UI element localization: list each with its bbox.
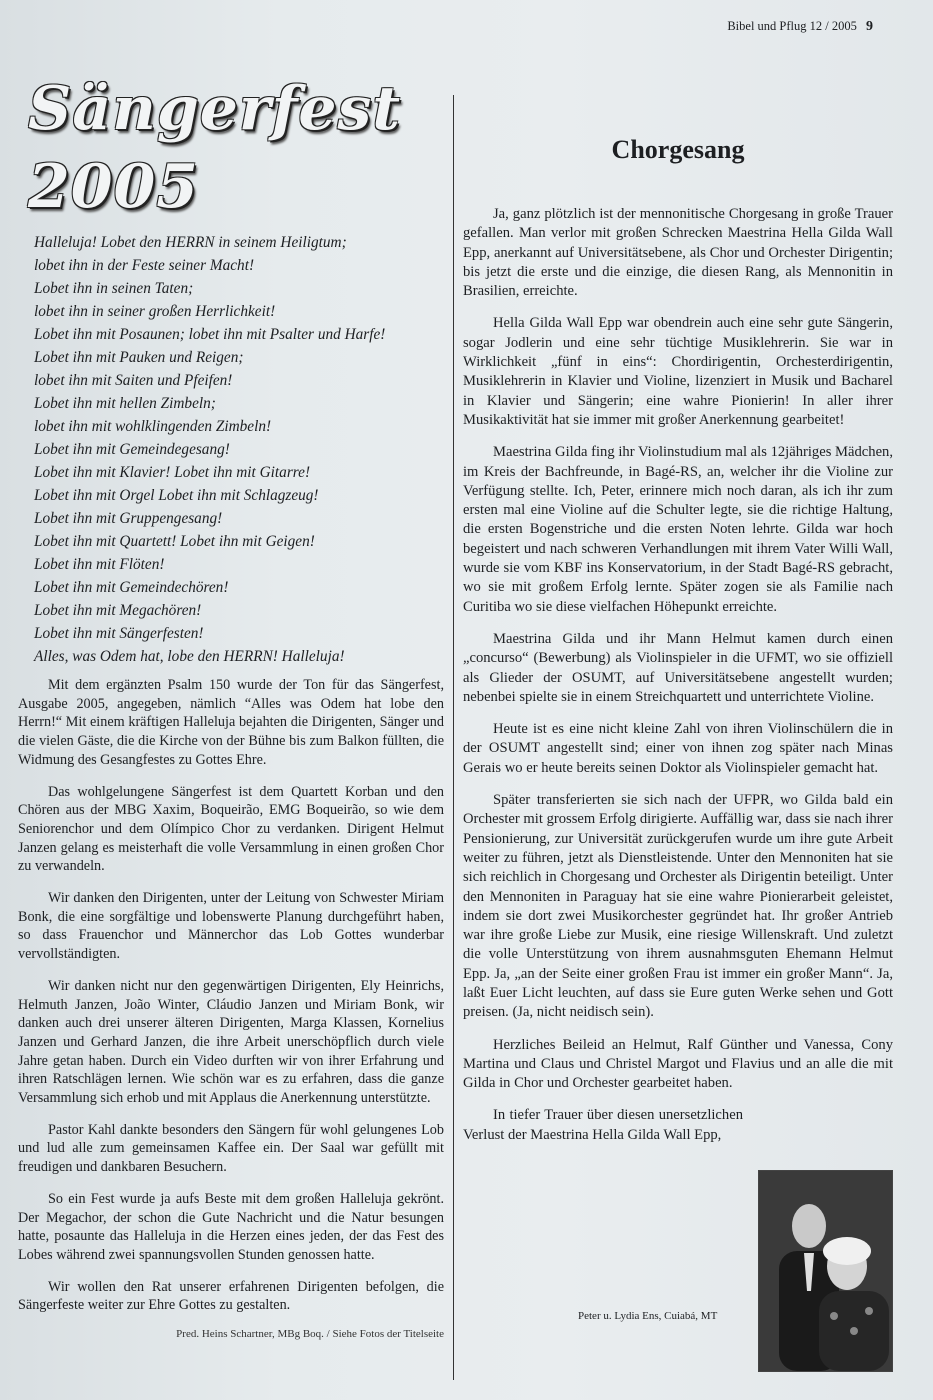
column-divider	[453, 95, 454, 1380]
psalm-line: Lobet ihn mit Quartett! Lobet ihn mit Geigen!	[34, 533, 315, 550]
psalm-line: Lobet ihn mit hellen Zimbeln;	[34, 395, 216, 412]
article-paragraph: So ein Fest wurde ja aufs Beste mit dem großen Halleluja gekrönt. Der Megachor, der schon die Gute Nachricht und die Natur besungen hatte, posaunte das Halleluja in die Herzen eines jeden, der das Fest des Lobes während zwei spannungsvollen Stunden genossen hatte.	[18, 1190, 444, 1263]
article-paragraph: Heute ist es eine nicht kleine Zahl von ihren Violinschülern die in der OSUMT angestellt sind; einer von ihnen zog später nach Minas Gerais wo er heute bereits seinen Doktor als Violinspieler gemacht hat.	[463, 721, 893, 776]
psalm-line: Lobet ihn mit Orgel Lobet ihn mit Schlagzeug!	[34, 487, 319, 504]
psalm-line: lobet ihn in der Feste seiner Macht!	[34, 257, 255, 274]
article-paragraph: Maestrina Gilda fing ihr Violinstudium mal als 12jähriges Mädchen, im Kreis der Bachfreunde, in Bagé-RS, an, welcher ihr die Violine zur Verfügung stellte. Ich, Peter, erinnere mich noch daran, als ich ihr zum ersten mal eine Violine auf die Schulter legte, sie die richtige Haltung, die ersten Bogenstriche und die ersten Noten lehrte. Gilda war hoch begeistert und nach schweren Verhandlungen mit ihrem Vater Willi Wall, wurde sie vom KBF ins Konservatorium, in der Stadt Bagé-RS gebracht, wo sie mit großem Erfolg lernte. Später zogen sie als Familie nach Curitiba wo sie diese vielfachen Höhepunkt erreichte.	[463, 444, 893, 615]
article-paragraph: Wir wollen den Rat unserer erfahrenen Dirigenten befolgen, die Sängerfeste weiter zur Ehre Gottes zu gestalten.	[18, 1278, 444, 1314]
article-paragraph: Später transferierten sie sich nach der UFPR, wo Gilda bald ein Orchester mit grossem Erfolg dirigierte. Auffällig war, dass sie nach ihrer Pensionierung, zur Universität zurückgerufen wurde um ihre gute Arbeit weiter zu führen, jetzt als Dienstleistende. Unter den Mennoniten hat sie sich reichlich in Chorgesang und Orchester als Dirigentin beteiligt. Unter den Mennoniten in Paraguay hat sie eine wahre Pionierarbeit geleistet, indem sie dort zwei Musikorchester gegründet hat. Ihr großer Antrieb war ihre große Liebe zur Musik, eine riesige Willenskraft. Und zuletzt die volle Unterstützung von ihrem ausnahmsguten Ehemann Helmut Epp. Ja, „an der Seite einer großen Frau ist immer ein großer Mann“. Ja, laßt Euer Licht leuchten, auf dass sie Eure guten Werke sehen und Gott preisen. (Ja, nicht neidisch sein).	[463, 792, 893, 1021]
article-title: Sängerfest 2005	[28, 74, 402, 222]
article-saengerfest	[18, 70, 444, 1340]
psalm-line: Lobet ihn mit Klavier! Lobet ihn mit Gitarre!	[34, 464, 311, 481]
psalm-line: Lobet ihn mit Flöten!	[34, 556, 165, 573]
psalm-line: lobet ihn in seiner großen Herrlichkeit!	[34, 303, 276, 320]
signature: Peter u. Lydia Ens, Cuiabá, MT	[578, 1310, 718, 1322]
psalm-line: Lobet ihn mit Gemeindechören!	[34, 579, 229, 596]
article-paragraph: Wir danken nicht nur den gegenwärtigen Dirigenten, Ely Heinrichs, Helmuth Janzen, João Winter, Cláudio Janzen und Miriam Bonk, wir danken auch drei unserer älteren Dirigenten, Marga Klassen, Kornelius Janzen und Gerhard Janzen, die ihre Arbeit unerschöpflich durch viele Jahre getan haben. Durch ein Video durften wir von ihrer Erfahrung und ihren Ratschlägen lernen. Wie schön war es zu erfahren, dass die ganze Versammlung sich erhob und mit Applaus die Anerkennung unterstützte.	[18, 977, 444, 1107]
psalm-line: lobet ihn mit Saiten und Pfeifen!	[34, 372, 233, 389]
article-paragraph: Ja, ganz plötzlich ist der mennonitische Chorgesang in große Trauer gefallen. Man verlor mit großen Schrecken Maestrina Hella Gilda Wall Epp, anerkannt auf Universitätsebene, als Chor und Orchester Dirigentin; bis jetzt die erste und die einzige, die diesen Rang, als Mennonitin in Brasilien, erreichte.	[463, 206, 893, 300]
psalm-line: Halleluja! Lobet den HERRN in seinem Heiligtum;	[34, 234, 347, 251]
article-paragraph: Pastor Kahl dankte besonders den Sängern für wohl gelungenes Lob und lud alle zum gemeinsamen Kaffee ein. Der Saal war gefüllt mit freudigen und dankbaren Besuchern.	[18, 1121, 444, 1176]
psalm-verses	[34, 231, 444, 668]
article-chorgesang	[463, 135, 893, 1158]
article-paragraph: Maestrina Gilda und ihr Mann Helmut kamen durch einen „concurso“ (Bewerbung) als Violinspieler in die UFMT, wo sie offiziell als Glieder der OSUMT, auf Universitätsebene angestellt wurden; nebenbei spielte sie in einem Streichquartett und unterrichtete Violine.	[463, 630, 893, 705]
couple-photo-illustration	[759, 1171, 892, 1371]
psalm-line: Lobet ihn in seinen Taten;	[34, 280, 194, 297]
couple-photo	[758, 1170, 893, 1372]
publication-name: Bibel und Pflug	[727, 19, 807, 33]
psalm-line: Lobet ihn mit Gruppengesang!	[34, 510, 223, 527]
article-paragraph: Das wohlgelungene Sängerfest ist dem Quartett Korban und den Chören aus der MBG Xaxim, Boqueirão, EMG Boqueirão, so wie dem Seniorenchor und dem Olímpico Chor zu verdanken. Dirigent Helmut Janzen gelang es meisterhaft die volle Versammlung in einen großen Chor zu verwandeln.	[18, 783, 444, 875]
article-paragraph: Mit dem ergänzten Psalm 150 wurde der Ton für das Sängerfest, Ausgabe 2005, angegeben, nämlich “Alles was Odem hat lobe den Herrn!“ Mit einem kräftigen Halleluja bejahten die Dirigenten, Sänger und die vielen Gäste, die die Kirche von der Bühne bis zum Balkon füllten, die Widmung des Gesangfestes zu Gottes Ehre.	[18, 677, 444, 768]
author-credit: Pred. Heins Schartner, MBg Boq. / Siehe Fotos der Titelseite	[176, 1328, 444, 1341]
page-number: 9	[866, 19, 873, 34]
mourning-paragraph: In tiefer Trauer über diesen unersetzlichen Verlust der Maestrina Hella Gilda Wall Epp,	[463, 1107, 743, 1143]
condolence-paragraph: Herzliches Beileid an Helmut, Ralf Günther und Vanessa, Cony Martina und Claus und Christel Margot und Flavius und an alle die mit Gilda in Chor und Orchester gearbeitet haben.	[463, 1036, 893, 1092]
article-title: Chorgesang	[611, 135, 745, 164]
issue-label: 12 / 2005	[809, 19, 857, 33]
psalm-line: Lobet ihn mit Megachören!	[34, 602, 202, 619]
psalm-line: Lobet ihn mit Pauken und Reigen;	[34, 349, 244, 366]
psalm-line: Lobet ihn mit Posaunen; lobet ihn mit Psalter und Harfe!	[34, 326, 386, 343]
psalm-line: Lobet ihn mit Sängerfesten!	[34, 625, 204, 642]
page-header	[727, 19, 873, 35]
article-paragraph: Hella Gilda Wall Epp war obendrein auch eine sehr gute Sängerin, sogar Jodlerin und eine sehr tüchtige Musiklehrerin. Sie war in Wirklichkeit „fünf in eins“: Chordirigentin, Orchesterdirigentin, Musiklehrerin in Klavier und Violine, lizenziert in Musik und Bacharel in Klavier und Sängerin; eine wahre Pionierin! In aller ihrer Musikaktivität hat sie immer mit großer Anerkennung gearbeitet!	[463, 315, 893, 428]
article-paragraph: Wir danken den Dirigenten, unter der Leitung von Schwester Miriam Bonk, die eine sorgfältige und lobenswerte Planung durchgeführt haben, so dass Frauenchor und Männerchor das Lob Gottes wunderbar vervollständigten.	[18, 890, 444, 963]
psalm-line: Alles, was Odem hat, lobe den HERRN! Halleluja!	[34, 648, 345, 665]
psalm-line: Lobet ihn mit Gemeindegesang!	[34, 441, 230, 458]
psalm-line: lobet ihn mit wohlklingenden Zimbeln!	[34, 418, 272, 435]
